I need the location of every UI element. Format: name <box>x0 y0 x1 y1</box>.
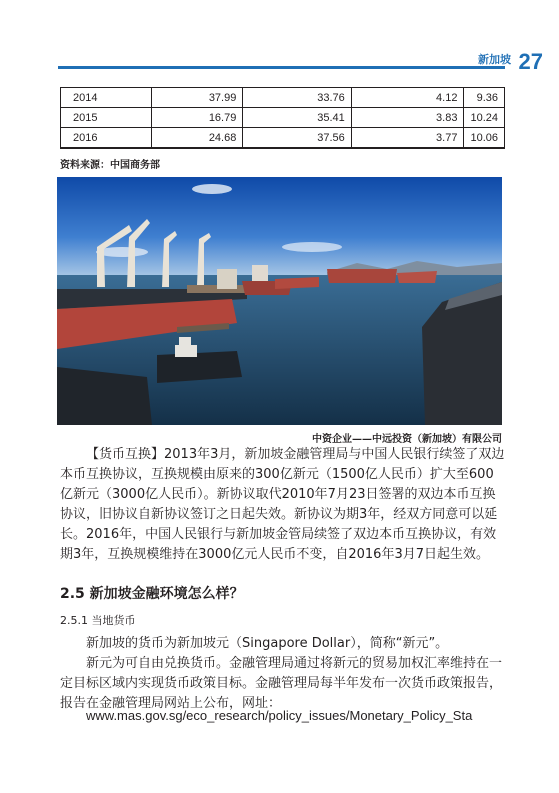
paragraph-monetary-policy: 新元为可自由兑换货币。金融管理局通过将新元的贸易加权汇率维持在一定目标区域内实现货币政策目标。金融管理局每半年发布一次货币政策报告，报告在金融管理局网站上公布，网址： <box>60 656 503 711</box>
page-number: 27 <box>518 49 543 74</box>
table-cell: 2014 <box>61 88 152 108</box>
table-cell: 16.79 <box>151 108 243 128</box>
table-cell: 3.77 <box>351 128 464 149</box>
harbor-photo <box>57 177 502 425</box>
section-heading: 2.5 新加坡金融环境怎么样？ <box>60 586 244 602</box>
paragraph-currency-name: 新加坡的货币为新加坡元（Singapore Dollar），简称“新元”。 <box>86 636 449 651</box>
table-cell: 24.68 <box>151 128 243 149</box>
table-cell: 3.83 <box>351 108 464 128</box>
table-cell: 2015 <box>61 108 152 128</box>
table-cell: 37.56 <box>243 128 351 149</box>
subsection-heading: 2.5.1 当地货币 <box>60 614 136 627</box>
photo-caption: 中资企业——中远投资（新加坡）有限公司 <box>312 434 502 445</box>
table-row <box>61 108 505 128</box>
website-url: www.mas.gov.sg/eco_research/policy_issues/Monetary_Policy_Sta <box>86 708 473 723</box>
chapter-label: 新加坡 <box>478 54 511 66</box>
table-cell: 4.12 <box>351 88 464 108</box>
source-note: 资料来源：中国商务部 <box>60 160 160 171</box>
table-row <box>61 128 505 149</box>
table-cell: 35.41 <box>243 108 351 128</box>
table-cell: 33.76 <box>243 88 351 108</box>
data-table <box>60 87 505 149</box>
paragraph-currency-swap: 【货币互换】2013年3月，新加坡金融管理局与中国人民银行续签了双边本币互换协议，互换规模由原来的300亿新元（1500亿人民币）扩大至600亿新元（3000亿人民币）。新协议取代2010年7月23日签署的双边本币互换协议，旧协议自新协议签订之日起失效。新协议为期3年，经双方同意可以延长。2016年，中国人民银行与新加坡金管局续签了双边本币互换协议，有效期3年，互换规模维持在3000亿元人民币不变，自2016年3月7日起生效。 <box>60 447 505 562</box>
table-cell: 2016 <box>61 128 152 149</box>
table-cell: 10.06 <box>464 128 505 149</box>
table-row <box>61 88 505 108</box>
table-cell: 37.99 <box>151 88 243 108</box>
header-divider <box>58 66 505 69</box>
table-cell: 10.24 <box>464 108 505 128</box>
table-cell: 9.36 <box>464 88 505 108</box>
